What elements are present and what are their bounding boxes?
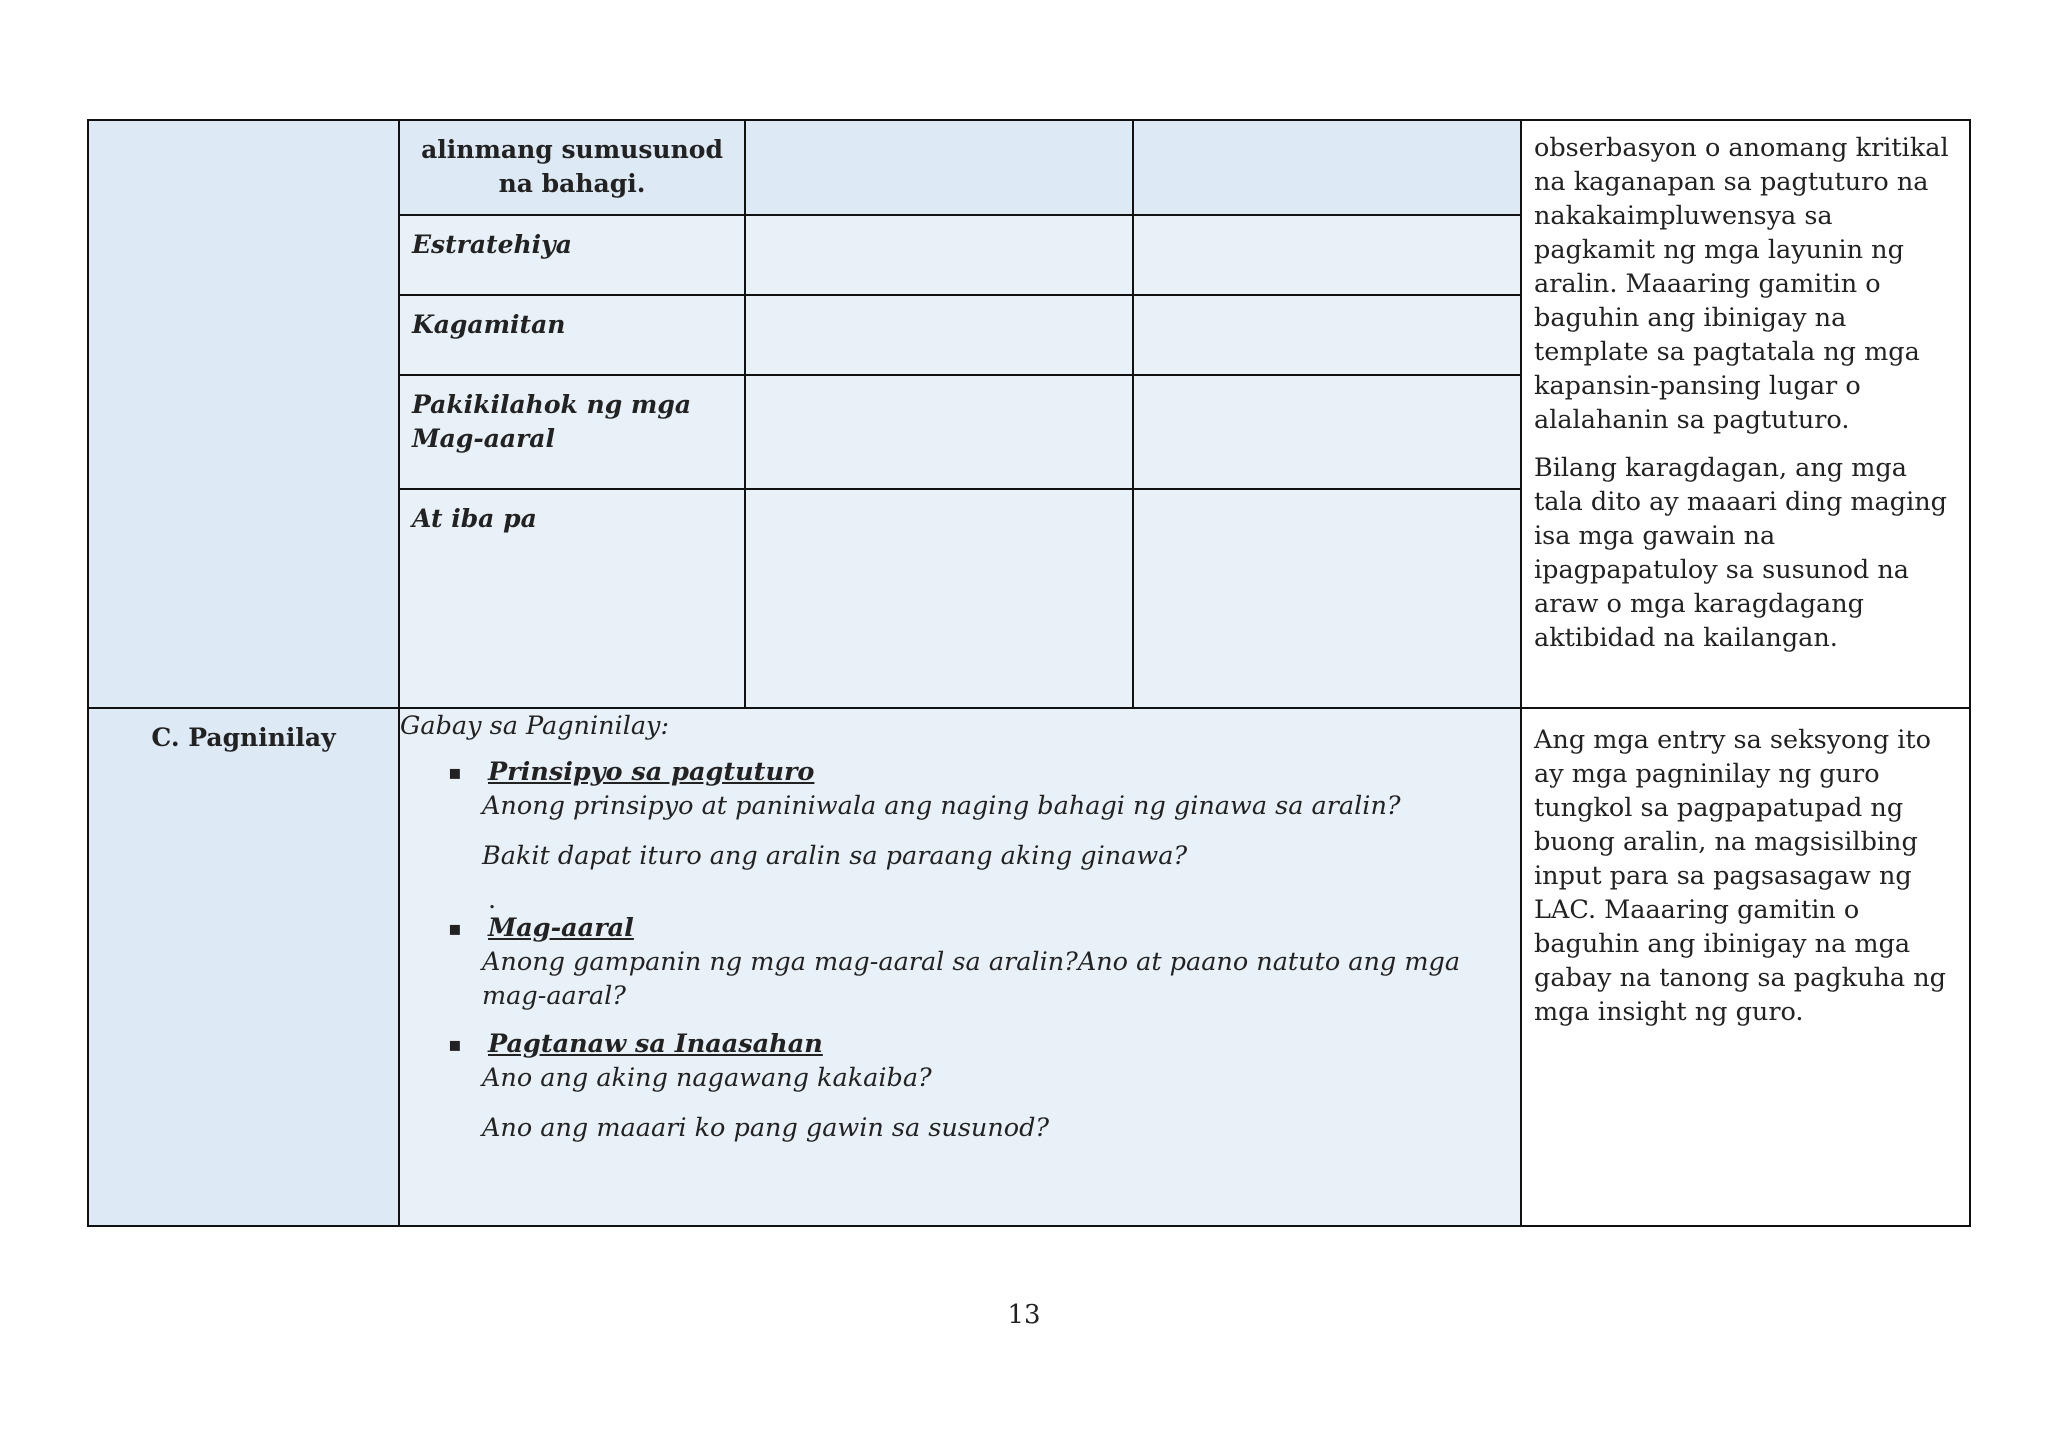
page-number: 13 — [1007, 1300, 1041, 1330]
notes-paragraph: obserbasyon o anomang kritikal na kaganapan sa pagtuturo na nakakaimpluwensya sa pagkamit ng mga layunin ng aralin. Maaaring gamitin o baguhin ang ibinigay na template sa pagtatala ng mga kapansin-pansing lugar o alalahanin sa pagtuturo. — [1534, 133, 1949, 435]
grid-row-pakikilahok — [400, 375, 1522, 489]
square-bullet-icon: ▪ — [448, 1032, 462, 1056]
grid-header-cell — [745, 121, 1133, 215]
square-bullet-icon: ▪ — [448, 760, 462, 784]
grid-entry-cell — [1133, 295, 1522, 375]
stray-dot: . — [488, 885, 497, 915]
lesson-log-table — [87, 119, 1971, 1227]
grid-row-label: Kagamitan — [412, 310, 566, 339]
bullet-question: Bakit dapat ituro ang aralin sa paraang aking ginawa? — [482, 841, 1188, 871]
grid-row-label: Estratehiya — [412, 230, 572, 259]
notes-cell — [1521, 708, 1970, 1226]
bullet-heading: Pagtanaw sa Inaasahan — [488, 1029, 823, 1059]
grid-entry-cell — [1133, 215, 1522, 295]
observation-grid — [400, 121, 1522, 707]
bullet-question: Anong prinsipyo at paniniwala ang naging bahagi ng ginawa sa aralin? — [482, 791, 1401, 821]
grid-entry-cell — [1133, 489, 1522, 707]
grid-row-label: At iba pa — [412, 504, 537, 533]
bullet-heading: Prinsipyo sa pagtuturo — [488, 757, 815, 787]
grid-row-label-cell — [400, 489, 745, 707]
grid-row-label-cell — [400, 215, 745, 295]
grid-row-label-cell — [400, 375, 745, 489]
table-row-pagninilay — [88, 708, 1970, 1226]
square-bullet-icon: ▪ — [448, 916, 462, 940]
grid-entry-cell — [745, 375, 1133, 489]
grid-entry-cell — [745, 215, 1133, 295]
grid-row-estratehiya — [400, 215, 1522, 295]
grid-header-label-cell — [400, 121, 745, 215]
section-title: C. Pagninilay — [151, 723, 336, 752]
grid-header-row — [400, 121, 1522, 215]
bullet-question: Ano ang aking nagawang kakaiba? — [482, 1063, 932, 1093]
grid-row-label-cell — [400, 295, 745, 375]
observation-grid-cell — [399, 120, 1521, 708]
section-cell-empty — [88, 120, 399, 708]
bullet-question: Anong gampanin ng mga mag-aaral sa aralin?Ano at paano natuto ang mga mag-aaral? — [482, 947, 1461, 1011]
bullet-item-mag-aaral — [400, 911, 1520, 1013]
grid-entry-cell — [1133, 375, 1522, 489]
bullet-question: Ano ang maaari ko pang gawin sa susunod? — [482, 1113, 1050, 1143]
bullet-heading: Mag-aaral — [488, 913, 634, 943]
grid-entry-cell — [745, 489, 1133, 707]
notes-text — [1522, 121, 1969, 665]
bullet-item-pagtanaw — [400, 1027, 1520, 1145]
grid-row-kagamitan — [400, 295, 1522, 375]
notes-paragraph: Ang mga entry sa seksyong ito ay mga pagninilay ng guro tungkol sa pagpapatupad ng buong aralin, na magsisilbing input para sa pagsasagaw ng LAC. Maaaring gamitin o baguhin ang ibinigay na mga gabay na tanong sa pagkuha ng mga insight ng guro. — [1534, 725, 1946, 1027]
grid-row-iba-pa — [400, 489, 1522, 707]
notes-paragraph: Bilang karagdagan, ang mga tala dito ay maaari ding maging isa mga gawain na ipagpapatuloy sa susunod na araw o mga karagdagang aktibidad na kailangan. — [1534, 453, 1947, 653]
guide-cell — [399, 708, 1521, 1226]
notes-text — [1522, 709, 1969, 1039]
grid-header-cell — [1133, 121, 1522, 215]
section-cell-pagninilay — [88, 708, 399, 1226]
notes-cell — [1521, 120, 1970, 708]
guide-title: Gabay sa Pagninilay: — [400, 711, 670, 741]
grid-header-label: alinmang sumusunod na bahagi. — [421, 135, 723, 198]
grid-entry-cell — [745, 295, 1133, 375]
table-row-observations — [88, 120, 1970, 708]
bullet-item-prinsipyo — [400, 755, 1520, 873]
grid-row-label: Pakikilahok ng mga Mag-aaral — [412, 390, 692, 453]
